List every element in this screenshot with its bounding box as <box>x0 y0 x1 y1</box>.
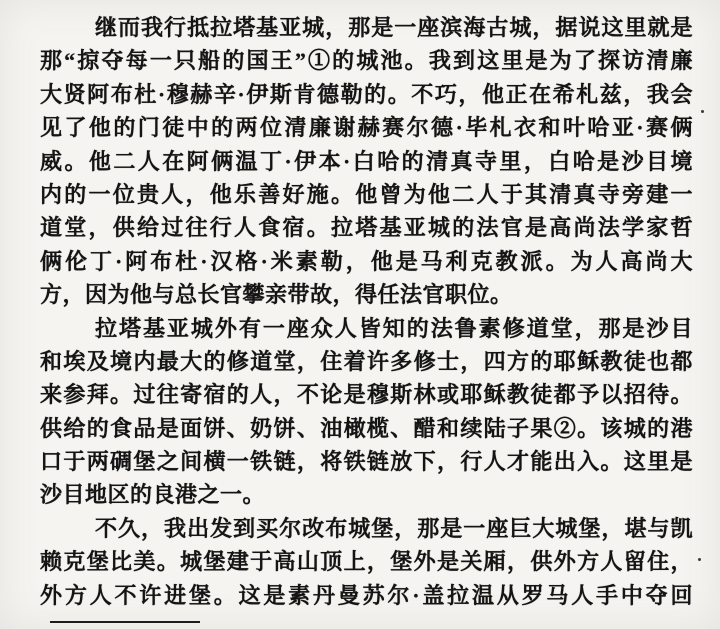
scan-speck <box>698 558 701 561</box>
text-line: 方，因为他与总长官攀亲带故，得任法官职位。 <box>40 282 513 308</box>
text-line: 不久，我出发到买尔改布城堡，那是一座巨大城堡，堪与凯 <box>95 515 693 541</box>
text-line: 外方人不许进堡。这是素丹曼苏尔·盖拉温从罗马人手中夺回 <box>40 582 693 608</box>
text-line: 和埃及境内最大的修道堂，住着许多修士，四方的耶稣教徒也都 <box>40 348 693 374</box>
footnote-divider <box>50 621 200 623</box>
text-line: 那“掠夺每一只船的国王”①的城池。我到这里是为了探访清廉 <box>40 48 693 74</box>
text-line: 内的一位贵人，他乐善好施。他曾为他二人于其清真寺旁建一 <box>40 181 693 207</box>
text-line: 威。他二人在阿俩温丁·伊本·白哈的清真寺里，白哈是沙目境 <box>40 148 693 174</box>
text-line: 继而我行抵拉塔基亚城，那是一座滨海古城，据说这里就是 <box>95 15 693 40</box>
text-line: 来参拜。过往寄宿的人，不论是穆斯林或耶稣教徒都予以招待。 <box>40 382 693 408</box>
text-line: 俩伦丁·阿布杜·汉格·米素勒，他是马利克教派。为人高尚大 <box>40 248 693 274</box>
text-line: 拉塔基亚城外有一座众人皆知的法鲁素修道堂，那是沙目 <box>95 315 693 341</box>
text-line: 口于两碉堡之间横一铁链，将铁链放下，行人才能出入。这里是 <box>40 449 693 475</box>
scan-speck <box>701 110 704 113</box>
text-line: 道堂，供给过往行人食宿。拉塔基亚城的法官是高尚法学家哲 <box>40 215 693 241</box>
text-line: 大贤阿布杜·穆赫辛·伊斯肯德勒的。不巧，他正在希札兹，我会 <box>40 81 693 107</box>
text-line: 供给的食品是面饼、奶饼、油橄榄、醋和续陆子果②。该城的港 <box>40 415 693 441</box>
text-block <box>40 11 693 612</box>
text-line: 赖克堡比美。城堡建于高山顶上，堡外是关厢，供外方人留住， <box>40 549 693 575</box>
text-line: 沙目地区的良港之一。 <box>40 482 266 508</box>
text-line: 见了他的门徒中的两位清廉谢赫赛尔德·毕札衣和叶哈亚·赛俩 <box>40 115 693 141</box>
